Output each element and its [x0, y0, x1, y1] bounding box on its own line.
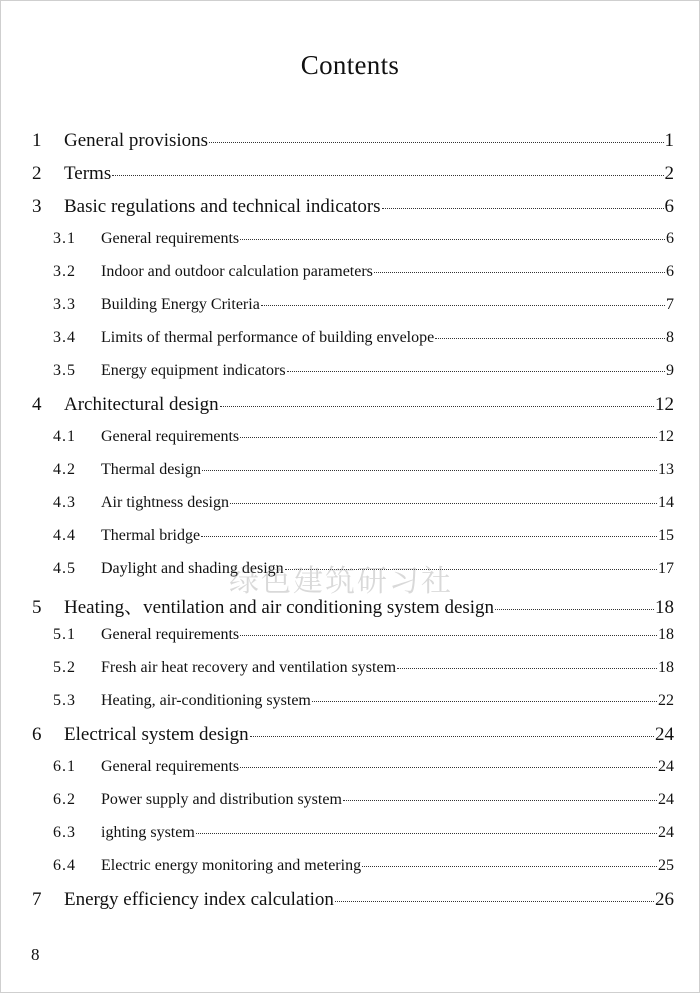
entry-page: 6: [664, 196, 674, 217]
entry-page: 18: [655, 597, 674, 618]
entry-title: General provisions: [64, 130, 209, 151]
entry-title: Daylight and shading design: [101, 560, 284, 577]
entry-number: 3.4: [53, 329, 76, 346]
dot-leader: [202, 470, 657, 471]
entry-title: Limits of thermal performance of building envelope: [101, 329, 435, 346]
entry-title: General requirements: [101, 230, 240, 247]
entry-page: 6: [666, 230, 674, 247]
entry-title: Fresh air heat recovery and ventilation system: [101, 659, 397, 676]
entry-page: 24: [655, 724, 674, 745]
toc-entry-section-6-4[interactable]: [53, 857, 674, 890]
entry-number: 7: [32, 889, 42, 910]
entry-number: 6.2: [53, 791, 76, 808]
entry-number: 5: [32, 597, 42, 618]
entry-number: 3: [32, 196, 42, 217]
entry-number: 5.2: [53, 659, 76, 676]
dot-leader: [250, 736, 654, 737]
dot-leader: [240, 239, 665, 240]
entry-title: Energy efficiency index calculation: [64, 889, 334, 910]
entry-title: Power supply and distribution system: [101, 791, 342, 808]
dot-leader: [240, 635, 657, 636]
entry-page: 12: [658, 428, 674, 445]
dot-leader: [312, 701, 657, 702]
dot-leader: [495, 609, 654, 610]
entry-page: 26: [655, 889, 674, 910]
toc-entry-section-3-1[interactable]: [53, 230, 674, 263]
toc-entry-chapter-4[interactable]: [32, 394, 674, 427]
toc-entry-section-5-1[interactable]: [53, 626, 674, 659]
dot-leader: [382, 208, 664, 209]
entry-page: 1: [664, 130, 674, 151]
entry-page: 14: [658, 494, 674, 511]
entry-number: 3.5: [53, 362, 76, 379]
entry-title: Air tightness design: [101, 494, 229, 511]
entry-number: 5.1: [53, 626, 76, 643]
entry-page: 24: [658, 791, 674, 808]
toc-entry-section-4-3[interactable]: [53, 494, 674, 527]
dot-leader: [112, 175, 663, 176]
entry-title: Heating, air-conditioning system: [101, 692, 311, 709]
entry-title: Thermal design: [101, 461, 201, 478]
entry-number: 3.1: [53, 230, 76, 247]
entry-number: 6.1: [53, 758, 76, 775]
entry-number: 4.1: [53, 428, 76, 445]
page-number: 8: [31, 945, 40, 964]
entry-title: Basic regulations and technical indicators: [64, 196, 381, 217]
entry-title: Heating、ventilation and air conditioning system design: [64, 597, 495, 618]
dot-leader: [220, 406, 654, 407]
entry-title: Thermal bridge: [101, 527, 201, 544]
entry-page: 18: [658, 626, 674, 643]
dot-leader: [201, 536, 657, 537]
entry-number: 4.2: [53, 461, 76, 478]
entry-title: Indoor and outdoor calculation parameters: [101, 263, 373, 280]
entry-page: 13: [658, 461, 674, 478]
entry-page: 12: [655, 394, 674, 415]
entry-page: 7: [666, 296, 674, 313]
toc-entry-section-3-4[interactable]: [53, 329, 674, 362]
entry-page: 25: [658, 857, 674, 874]
toc-entry-chapter-1[interactable]: [32, 130, 674, 163]
entry-title: Building Energy Criteria: [101, 296, 260, 313]
dot-leader: [335, 901, 654, 902]
toc-entry-section-4-1[interactable]: [53, 428, 674, 461]
entry-page: 24: [658, 758, 674, 775]
entry-title: Electrical system design: [64, 724, 249, 745]
dot-leader: [240, 437, 657, 438]
entry-page: 2: [664, 163, 674, 184]
entry-number: 2: [32, 163, 42, 184]
dot-leader: [362, 866, 657, 867]
toc-entry-section-5-2[interactable]: [53, 659, 674, 692]
watermark: 绿色建筑研习社: [229, 564, 453, 599]
entry-page: 18: [658, 659, 674, 676]
entry-number: 6.3: [53, 824, 76, 841]
dot-leader: [435, 338, 665, 339]
entry-title: Energy equipment indicators: [101, 362, 286, 379]
entry-number: 3.2: [53, 263, 76, 280]
dot-leader: [196, 833, 657, 834]
entry-page: 17: [658, 560, 674, 577]
toc-entry-chapter-3[interactable]: [32, 196, 674, 229]
entry-title: Electric energy monitoring and metering: [101, 857, 362, 874]
page-title: Contents: [300, 50, 400, 80]
dot-leader: [374, 272, 665, 273]
dot-leader: [240, 767, 657, 768]
toc-entry-section-3-3[interactable]: [53, 296, 674, 329]
entry-title: Terms: [64, 163, 112, 184]
entry-title: Architectural design: [64, 394, 219, 415]
entry-number: 4.5: [53, 560, 76, 577]
toc-entry-section-6-1[interactable]: [53, 758, 674, 791]
entry-page: 22: [658, 692, 674, 709]
toc-entry-section-5-3[interactable]: [53, 692, 674, 725]
toc-entry-section-3-5[interactable]: [53, 362, 674, 395]
dot-leader: [209, 142, 663, 143]
entry-page: 6: [666, 263, 674, 280]
entry-number: 5.3: [53, 692, 76, 709]
entry-page: 24: [658, 824, 674, 841]
entry-number: 3.3: [53, 296, 76, 313]
entry-page: 15: [658, 527, 674, 544]
dot-leader: [287, 371, 665, 372]
dot-leader: [261, 305, 665, 306]
entry-title: General requirements: [101, 626, 240, 643]
entry-number: 6.4: [53, 857, 76, 874]
entry-page: 9: [666, 362, 674, 379]
toc-entry-section-6-3[interactable]: [53, 824, 674, 857]
entry-title: ighting system: [101, 824, 195, 841]
dot-leader: [230, 503, 657, 504]
toc-entry-section-4-2[interactable]: [53, 461, 674, 494]
dot-leader: [343, 800, 657, 801]
entry-title: General requirements: [101, 758, 240, 775]
toc-entry-chapter-6[interactable]: [32, 724, 674, 757]
entry-number: 4: [32, 394, 42, 415]
toc-entry-section-6-2[interactable]: [53, 791, 674, 824]
entry-number: 4.4: [53, 527, 76, 544]
toc-entry-section-3-2[interactable]: [53, 263, 674, 296]
entry-number: 1: [32, 130, 42, 151]
entry-number: 4.3: [53, 494, 76, 511]
entry-number: 6: [32, 724, 42, 745]
toc-entry-chapter-2[interactable]: [32, 163, 674, 196]
entry-page: 8: [666, 329, 674, 346]
toc-entry-chapter-7[interactable]: [32, 889, 674, 922]
dot-leader: [397, 668, 657, 669]
entry-title: General requirements: [101, 428, 240, 445]
